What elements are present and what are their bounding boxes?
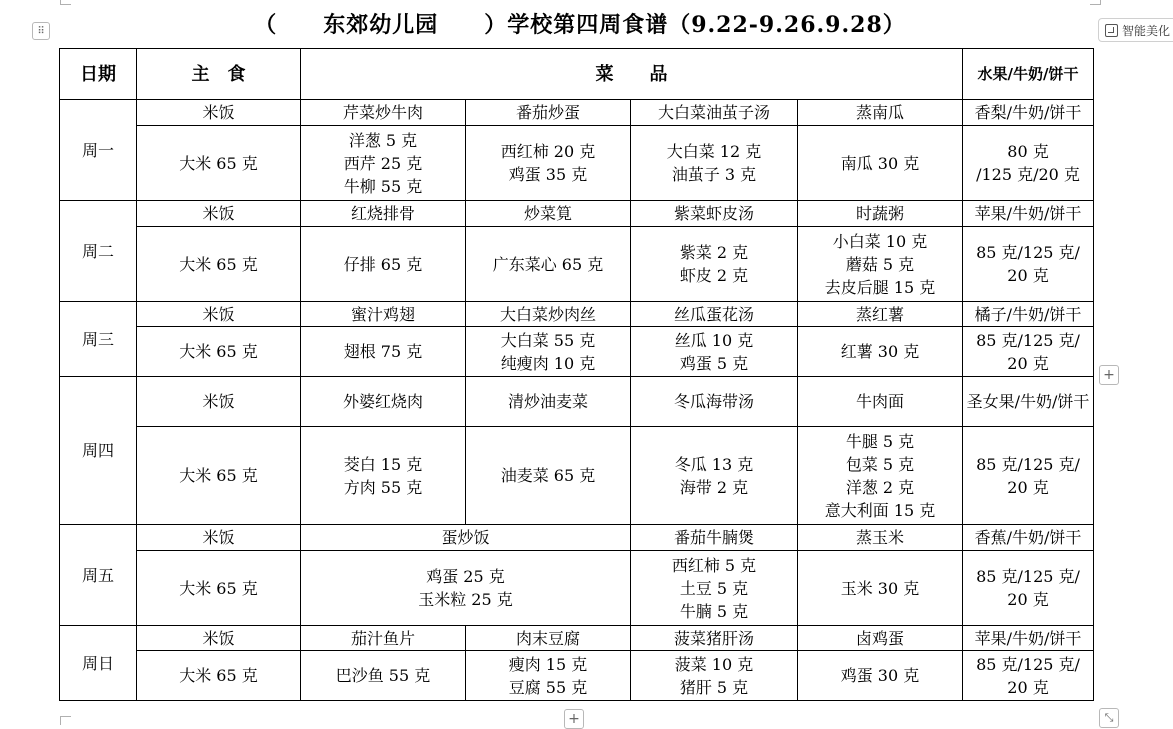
ingredient-line: 蘑菇 5 克 [845,254,915,274]
dish-name: 时蔬粥 [798,201,963,227]
ingredient-line: 20 克 [1007,590,1049,609]
dish-name: 红烧排骨 [301,201,466,227]
page-title: （ 东郊幼儿园 ）学校第四周食谱（9.22-9.26.9.28） [254,12,906,38]
dish-name: 炒菜筧 [466,201,631,227]
ingredient-line: 鸡蛋 5 克 [679,353,749,373]
ingredient-line: 意大利面 15 克 [824,500,936,520]
staple-name: 米饭 [137,525,301,551]
dish-ingredients [466,126,631,201]
ingredient-line: 红薯 30 克 [840,342,920,361]
dish-name: 芹菜炒牛肉 [301,100,466,126]
dish-name: 番茄牛腩煲 [631,525,798,551]
dish-ingredients [301,327,466,377]
dish-name: 菠菜猪肝汤 [631,626,798,651]
fruit-amount [963,651,1094,701]
ingredient-line: 土豆 5 克 [679,578,749,598]
dish-name: 冬瓜海带汤 [631,377,798,427]
ingredient-line: 鸡蛋 35 克 [508,165,588,184]
dish-name: 外婆红烧肉 [301,377,466,427]
ingredient-line: 洋葱 2 克 [845,477,915,497]
ingredient-line: 茭白 15 克 [343,454,423,474]
table-row [60,626,1094,651]
staple-name: 米饭 [137,302,301,327]
ingredient-line: 西红柿 20 克 [500,142,596,161]
staple-amount: 大米 65 克 [137,551,301,626]
dish-ingredients [631,651,798,701]
table-row [60,525,1094,551]
dish-name: 卤鸡蛋 [798,626,963,651]
ingredient-line: 包菜 5 克 [845,454,915,474]
ingredient-line: 牛腩 5 克 [679,601,749,621]
fruit-name: 香梨/牛奶/饼干 [963,100,1094,126]
ingredient-line: 油麦菜 65 克 [500,466,596,485]
dish-name: 牛肉面 [798,377,963,427]
ingredient-line: 20 克 [1007,477,1049,497]
ingredient-line: 豆腐 55 克 [508,677,588,697]
ingredient-line: 南瓜 30 克 [840,153,920,173]
staple-name: 米饭 [137,377,301,427]
day-cell: 周一 [60,100,137,201]
ingredient-line: 20 克 [1007,677,1049,697]
ingredient-line: 紫菜 2 克 [679,243,749,262]
fruit-name: 橘子/牛奶/饼干 [963,302,1094,327]
header-staple: 主 食 [137,49,301,100]
ingredient-line: 85 克/125 克/ [976,330,1080,350]
dish-ingredients [631,227,798,302]
add-column-button[interactable]: + [1099,365,1119,385]
table-row [60,227,1094,302]
ingredient-line: 广东菜心 65 克 [492,254,604,274]
ingredient-line: 仔排 65 克 [343,254,423,274]
ingredient-line: 小白菜 10 克 [832,231,928,251]
fruit-name: 圣女果/牛奶/饼干 [963,377,1094,427]
ingredient-line: 西芹 25 克 [343,153,423,173]
fruit-amount [963,551,1094,626]
dish-ingredients [301,427,466,525]
dish-ingredients [798,327,963,377]
dish-name: 肉末豆腐 [466,626,631,651]
day-cell: 周四 [60,377,137,525]
ingredient-line: 80 克 [1007,142,1049,161]
ingredient-line: 虾皮 2 克 [679,266,749,285]
dish-name: 紫菜虾皮汤 [631,201,798,227]
smart-beautify-label: 智能美化 [1122,23,1171,38]
resize-table-button[interactable]: ⤡ [1099,708,1119,728]
day-cell: 周三 [60,302,137,377]
dish-ingredients [798,651,963,701]
staple-amount: 大米 65 克 [137,327,301,377]
ingredient-line: 瘦肉 15 克 [508,654,588,674]
dish-ingredients [631,327,798,377]
table-row [60,327,1094,377]
ingredient-line: 大白菜 55 克 [500,330,596,350]
fruit-amount [963,126,1094,201]
ingredient-line: 冬瓜 13 克 [674,454,754,474]
fruit-name: 香蕉/牛奶/饼干 [963,525,1094,551]
ingredient-line: 牛腿 5 克 [845,431,915,451]
page-corner-mark [1090,0,1101,5]
fruit-amount [963,327,1094,377]
dish-name: 清炒油麦菜 [466,377,631,427]
dish-name: 蒸红薯 [798,302,963,327]
staple-amount: 大米 65 克 [137,651,301,701]
table-row [60,302,1094,327]
table-header-row [60,49,1094,100]
dish-ingredients [301,227,466,302]
ingredient-line: 玉米 30 克 [840,578,920,598]
ingredient-line: 巴沙鱼 55 克 [335,666,431,685]
dish-name: 大白菜炒肉丝 [466,302,631,327]
dish-ingredients [798,427,963,525]
ingredient-line: 大白菜 12 克 [666,142,762,161]
ingredient-line: 鸡蛋 25 克 [426,567,505,586]
header-date: 日期 [60,49,137,100]
fruit-amount [963,227,1094,302]
ingredient-line: 85 克/125 克/ [976,567,1080,586]
ingredient-line: 鸡蛋 30 克 [840,666,920,685]
dish-name: 大白菜油茧子汤 [631,100,798,126]
dish-ingredients [466,651,631,701]
dish-name: 蛋炒饭 [301,525,631,551]
dish-name: 蒸南瓜 [798,100,963,126]
ingredient-line: 玉米粒 25 克 [418,590,513,609]
table-row [60,100,1094,126]
ingredient-line: 丝瓜 10 克 [674,330,754,350]
table-row [60,651,1094,701]
fruit-amount [963,427,1094,525]
ingredient-line: /125 克/20 克 [976,165,1080,184]
dish-ingredients [301,651,466,701]
ingredient-line: 牛柳 55 克 [343,176,423,196]
table-move-handle[interactable]: ⠿ [32,22,50,40]
dish-name: 茄汁鱼片 [301,626,466,651]
dish-ingredients [798,227,963,302]
dish-ingredients [798,551,963,626]
day-cell: 周二 [60,201,137,302]
ingredient-line: 油茧子 3 克 [671,165,757,184]
ingredient-line: 猪肝 5 克 [679,677,749,697]
dish-ingredients [631,126,798,201]
ingredient-line: 洋葱 5 克 [348,130,418,150]
table-row [60,427,1094,525]
header-fruit: 水果/牛奶/饼干 [963,49,1094,100]
dish-name: 番茄炒蛋 [466,100,631,126]
table-row [60,551,1094,626]
dish-ingredients [466,427,631,525]
ingredient-line: 菠菜 10 克 [674,654,754,674]
ingredient-line: 去皮后腿 15 克 [824,277,936,297]
ingredient-line: 85 克/125 克/ [976,654,1080,674]
ingredient-line: 20 克 [1007,353,1049,373]
day-cell: 周五 [60,525,137,626]
fruit-name: 苹果/牛奶/饼干 [963,201,1094,227]
add-row-button[interactable]: + [564,709,584,729]
dish-ingredients [798,126,963,201]
dish-ingredients [301,551,631,626]
page-corner-mark [60,0,71,5]
ingredient-line: 翅根 75 克 [343,342,423,361]
ingredient-line: 20 克 [1007,266,1049,285]
staple-amount: 大米 65 克 [137,126,301,201]
staple-name: 米饭 [137,201,301,227]
day-cell: 周日 [60,626,137,701]
ingredient-line: 西红柿 5 克 [671,555,757,575]
staple-amount: 大米 65 克 [137,427,301,525]
dish-ingredients [301,126,466,201]
dish-ingredients [466,227,631,302]
ingredient-line: 海带 2 克 [679,477,749,497]
table-row [60,377,1094,427]
table-row [60,201,1094,227]
dish-name: 丝瓜蛋花汤 [631,302,798,327]
dish-ingredients [631,551,798,626]
table-row [60,126,1094,201]
dish-name: 蒸玉米 [798,525,963,551]
dish-ingredients [466,327,631,377]
ingredient-line: 85 克/125 克/ [976,243,1080,262]
dish-ingredients [631,427,798,525]
ingredient-line: 纯瘦肉 10 克 [500,353,596,373]
dish-name: 蜜汁鸡翅 [301,302,466,327]
ingredient-line: 85 克/125 克/ [976,454,1080,474]
menu-table [59,48,1094,701]
fruit-name: 苹果/牛奶/饼干 [963,626,1094,651]
staple-name: 米饭 [137,100,301,126]
ingredient-line: 方肉 55 克 [343,477,423,497]
staple-amount: 大米 65 克 [137,227,301,302]
header-dishes: 菜 品 [301,49,963,100]
staple-name: 米饭 [137,626,301,651]
